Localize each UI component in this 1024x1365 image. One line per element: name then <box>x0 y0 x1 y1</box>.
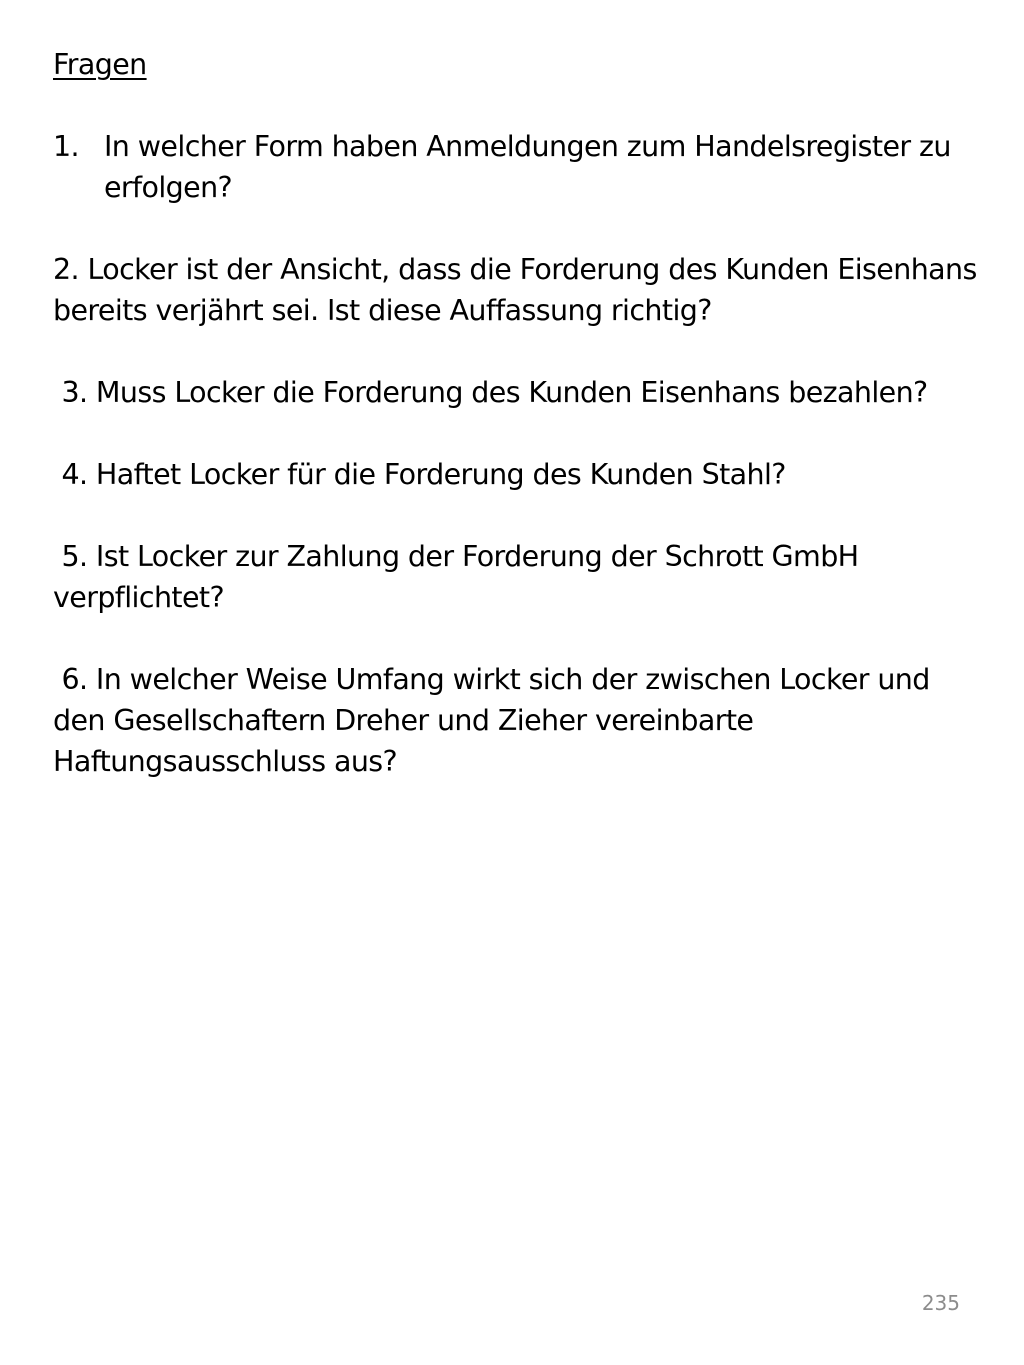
question-6: 6. In welcher Weise Umfang wirkt sich der zwischen Locker und den Gesellschaftern Dreher und Zieher vereinbarte Haftungsausschluss aus? <box>53 663 939 778</box>
question-1-number: 1. <box>53 130 79 163</box>
page-number: 235 <box>921 1291 960 1315</box>
question-5: 5. Ist Locker zur Zahlung der Forderung der Schrott GmbH verpflichtet? <box>53 540 867 614</box>
heading-fragen: Fragen <box>53 48 147 81</box>
question-3: 3. Muss Locker die Forderung des Kunden Eisenhans bezahlen? <box>53 376 928 409</box>
question-1-text: In welcher Form haben Anmeldungen zum Handelsregister zu erfolgen? <box>104 130 951 204</box>
question-4: 4. Haftet Locker für die Forderung des Kunden Stahl? <box>53 458 786 491</box>
slide-content <box>53 44 986 823</box>
question-1 <box>53 126 983 208</box>
question-2: 2. Locker ist der Ansicht, dass die Forderung des Kunden Eisenhans bereits verjährt sei. Ist diese Auffassung richtig? <box>53 253 986 327</box>
